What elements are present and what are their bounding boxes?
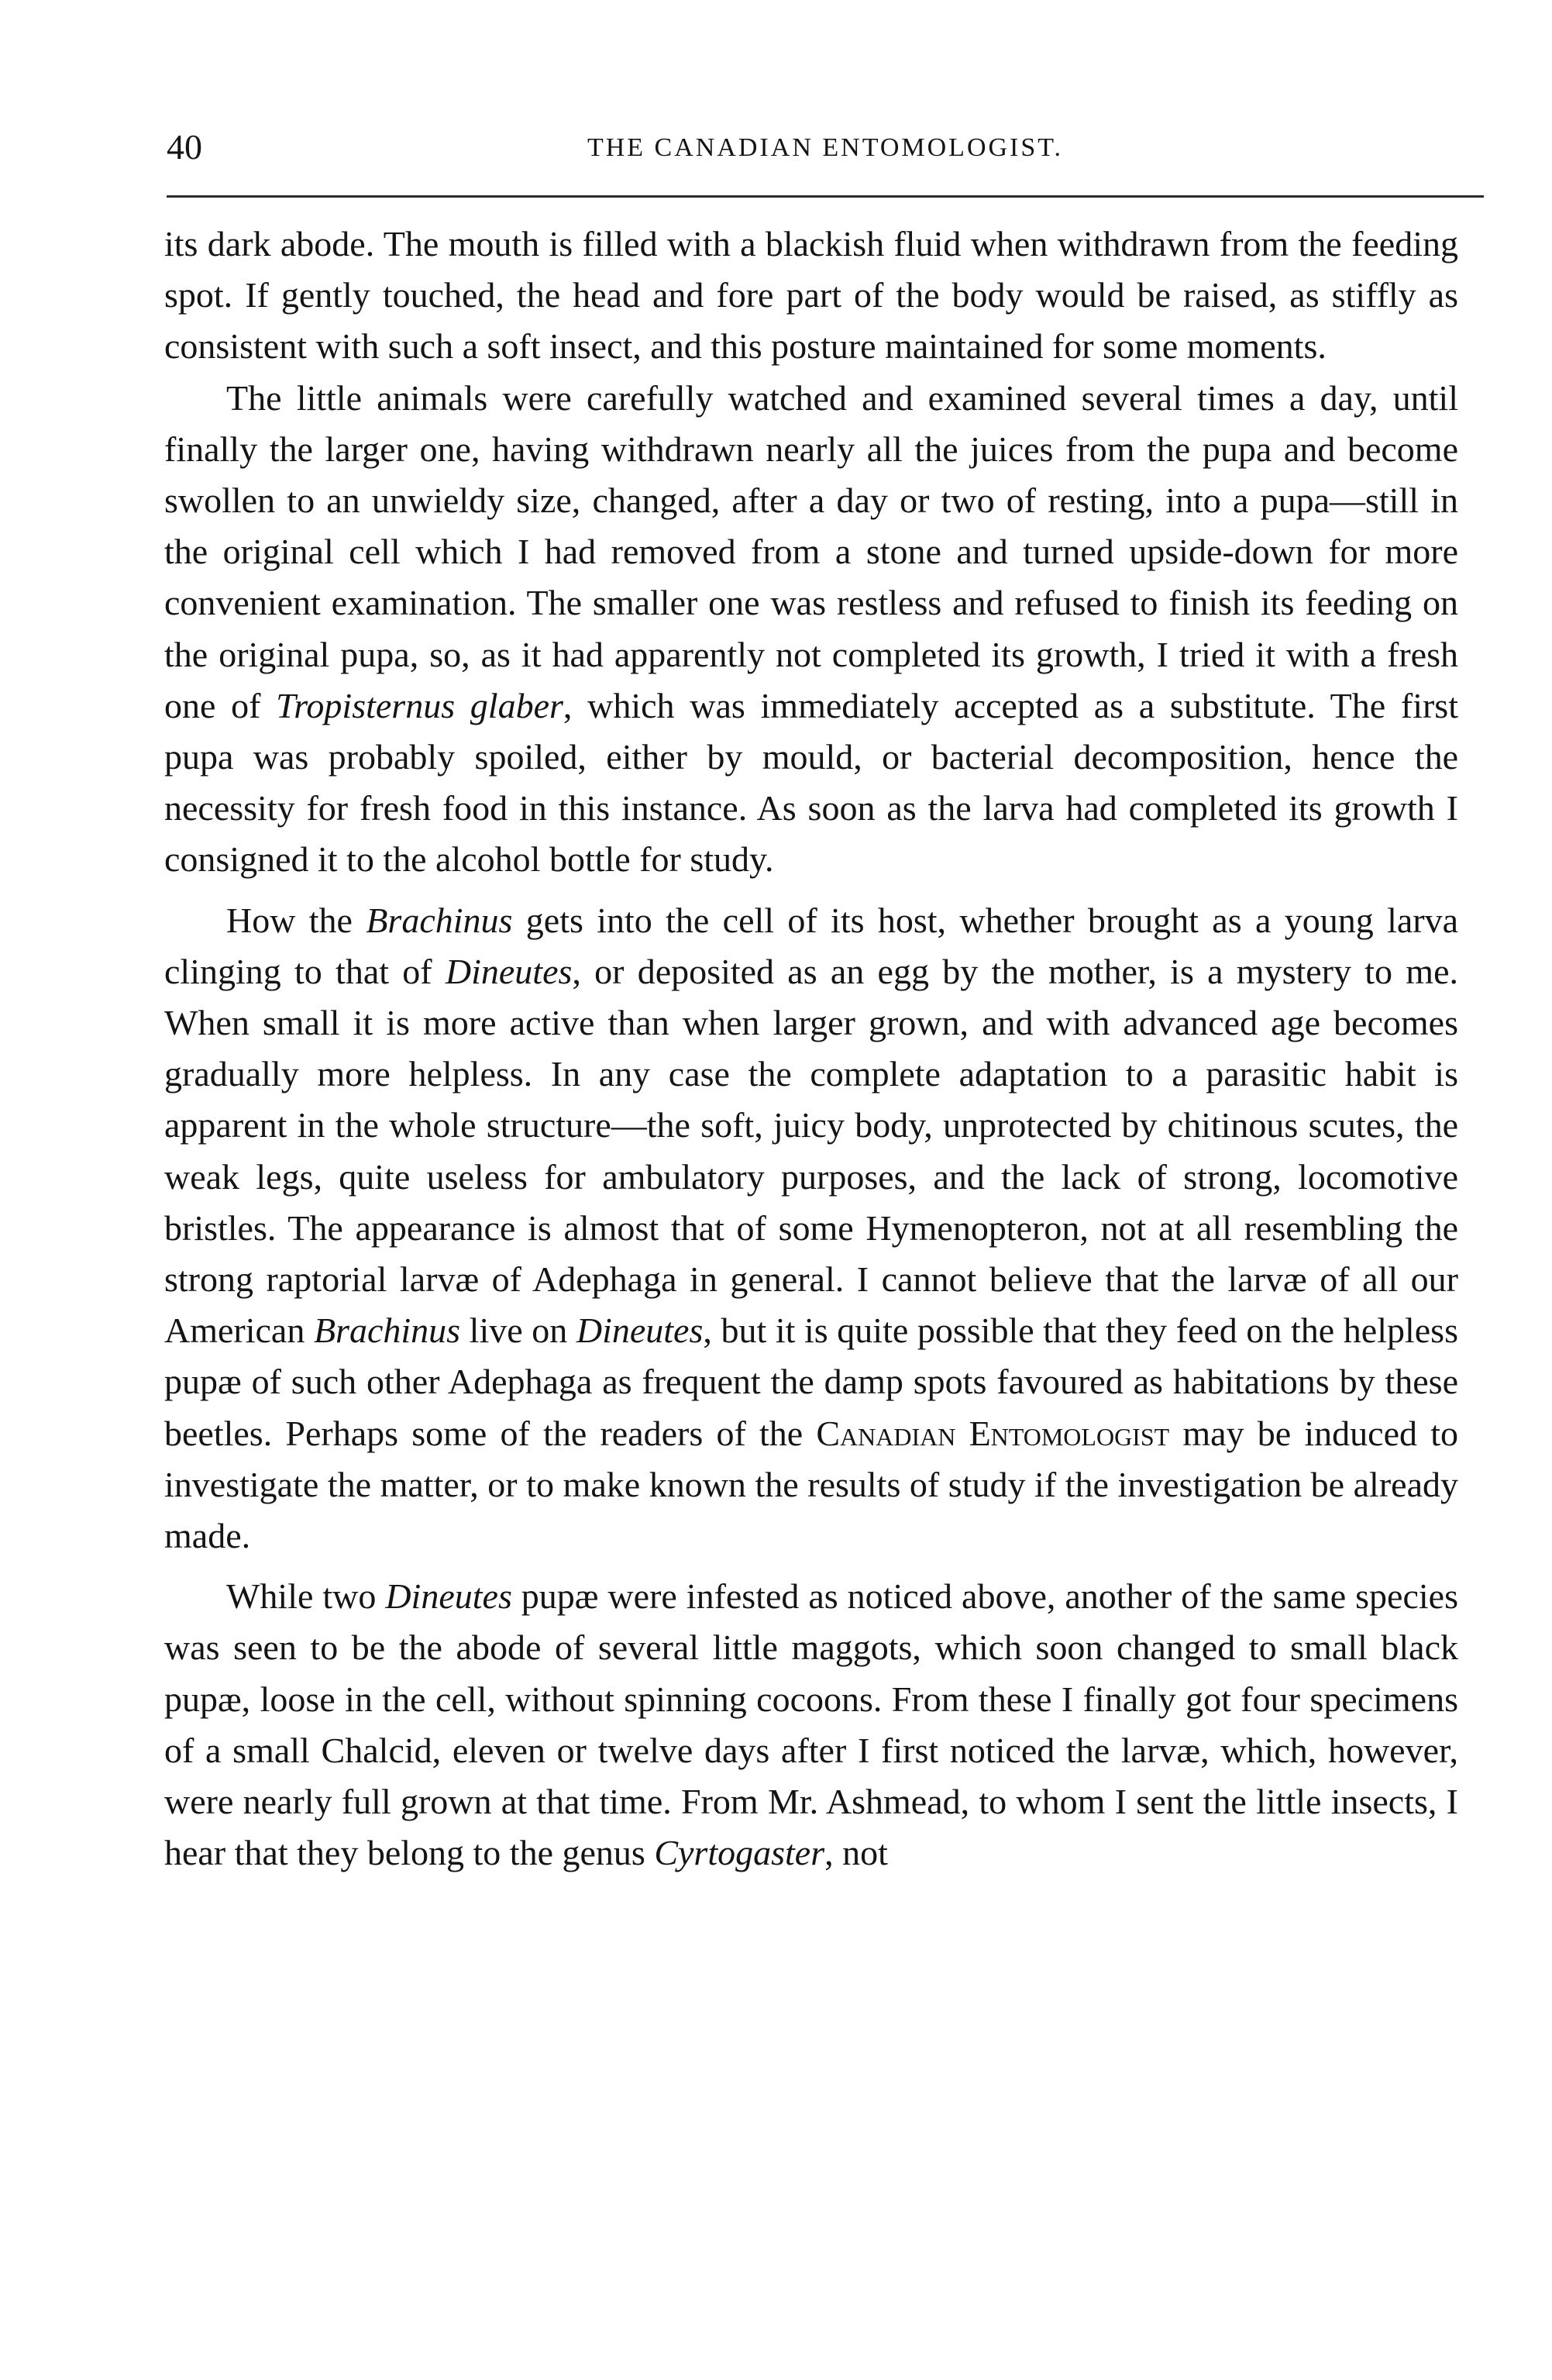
paragraph-3-text-d: live on [460, 1311, 576, 1351]
paragraph-3-text-b: gets into the cell of its host, whether brought as a young larva clinging to that of [164, 900, 1458, 991]
paragraph-3-text-f: may be induced to investigate the matter, or to make known the results of study if the investigation be already made. [164, 1413, 1458, 1556]
paragraph-4 [164, 1571, 1458, 1879]
paragraph-1-text: its dark abode. The mouth is filled with a blackish fluid when withdrawn from the feeding spot. If gently touched, the head and fore part of the body would be raised, as stiffly as consistent with such a soft insect, and this posture maintained for some moments. [164, 224, 1458, 367]
genus-name-brachinus-2: Brachinus [313, 1311, 461, 1351]
paragraph-3-text-e: , but it is quite possible that they feed on the helpless pupæ of such other Adephaga as frequent the damp spots favoured as habitations by these beetles. Perhaps some of the readers of the [164, 1311, 1458, 1453]
article-body [164, 219, 1458, 1879]
genus-name-dineutes-2: Dineutes [576, 1311, 704, 1351]
genus-name-dineutes: Dineutes [445, 951, 573, 991]
journal-name: Canadian Entomologist [816, 1413, 1170, 1453]
running-head: THE CANADIAN ENTOMOLOGIST. [587, 133, 1064, 162]
paragraph-3 [164, 895, 1458, 1562]
paragraph-1 [164, 219, 1458, 373]
species-name-tropisternus: Tropisternus glaber [276, 685, 563, 725]
header-rule [167, 195, 1484, 198]
paragraph-4-text-c: , not [824, 1833, 888, 1873]
genus-name-brachinus: Brachinus [366, 900, 513, 940]
genus-name-dineutes-3: Dineutes [385, 1576, 512, 1617]
paragraph-3-text-c: , or deposited as an egg by the mother, is a mystery to me. When small it is more active than when larger grown, and with advanced age becomes gradually more helpless. In any case the complete adaptation to a parasitic habit is apparent in the whole structure—the soft, juicy body, unprotected by chitinous scutes, the weak legs, quite useless for ambulatory purposes, and the lack of strong, locomotive bristles. The appearance is almost that of some Hymenopteron, not at all resembling the strong raptorial larvæ of Adephaga in general. I cannot believe that the larvæ of all our American [164, 951, 1458, 1351]
paragraph-4-text-a: While two [226, 1576, 386, 1617]
paragraph-3-text-a: How the [226, 900, 366, 940]
paragraph-2 [164, 373, 1458, 886]
page-header [167, 124, 1484, 178]
page-number: 40 [167, 127, 202, 167]
paragraph-4-text-b: pupæ were infested as noticed above, another of the same species was seen to be the abode of several little maggots, which soon changed to small black pupæ, loose in the cell, without spinning cocoons. From these I finally got four specimens of a small Chalcid, eleven or twelve days after I first noticed the larvæ, which, however, were nearly full grown at that time. From Mr. Ashmead, to whom I sent the little insects, I hear that they belong to the genus [164, 1576, 1458, 1873]
paragraph-2-text-a: The little animals were carefully watched and examined several times a day, until finally the larger one, having withdrawn nearly all the juices from the pupa and become swollen to an unwieldy size, changed, after a day or two of resting, into a pupa—still in the original cell which I had removed from a stone and turned upside-down for more convenient examination. The smaller one was restless and refused to finish its feeding on the original pupa, so, as it had apparently not completed its growth, I tried it with a fresh one of [164, 377, 1458, 725]
genus-name-cyrtogaster: Cyrtogaster [654, 1833, 825, 1873]
paragraph-2-text-b: , which was immediately accepted as a substitute. The first pupa was probably spoiled, either by mould, or bacterial decomposition, hence the necessity for fresh food in this instance. As soon as the larva had completed its growth I consigned it to the alcohol bottle for study. [164, 685, 1458, 880]
